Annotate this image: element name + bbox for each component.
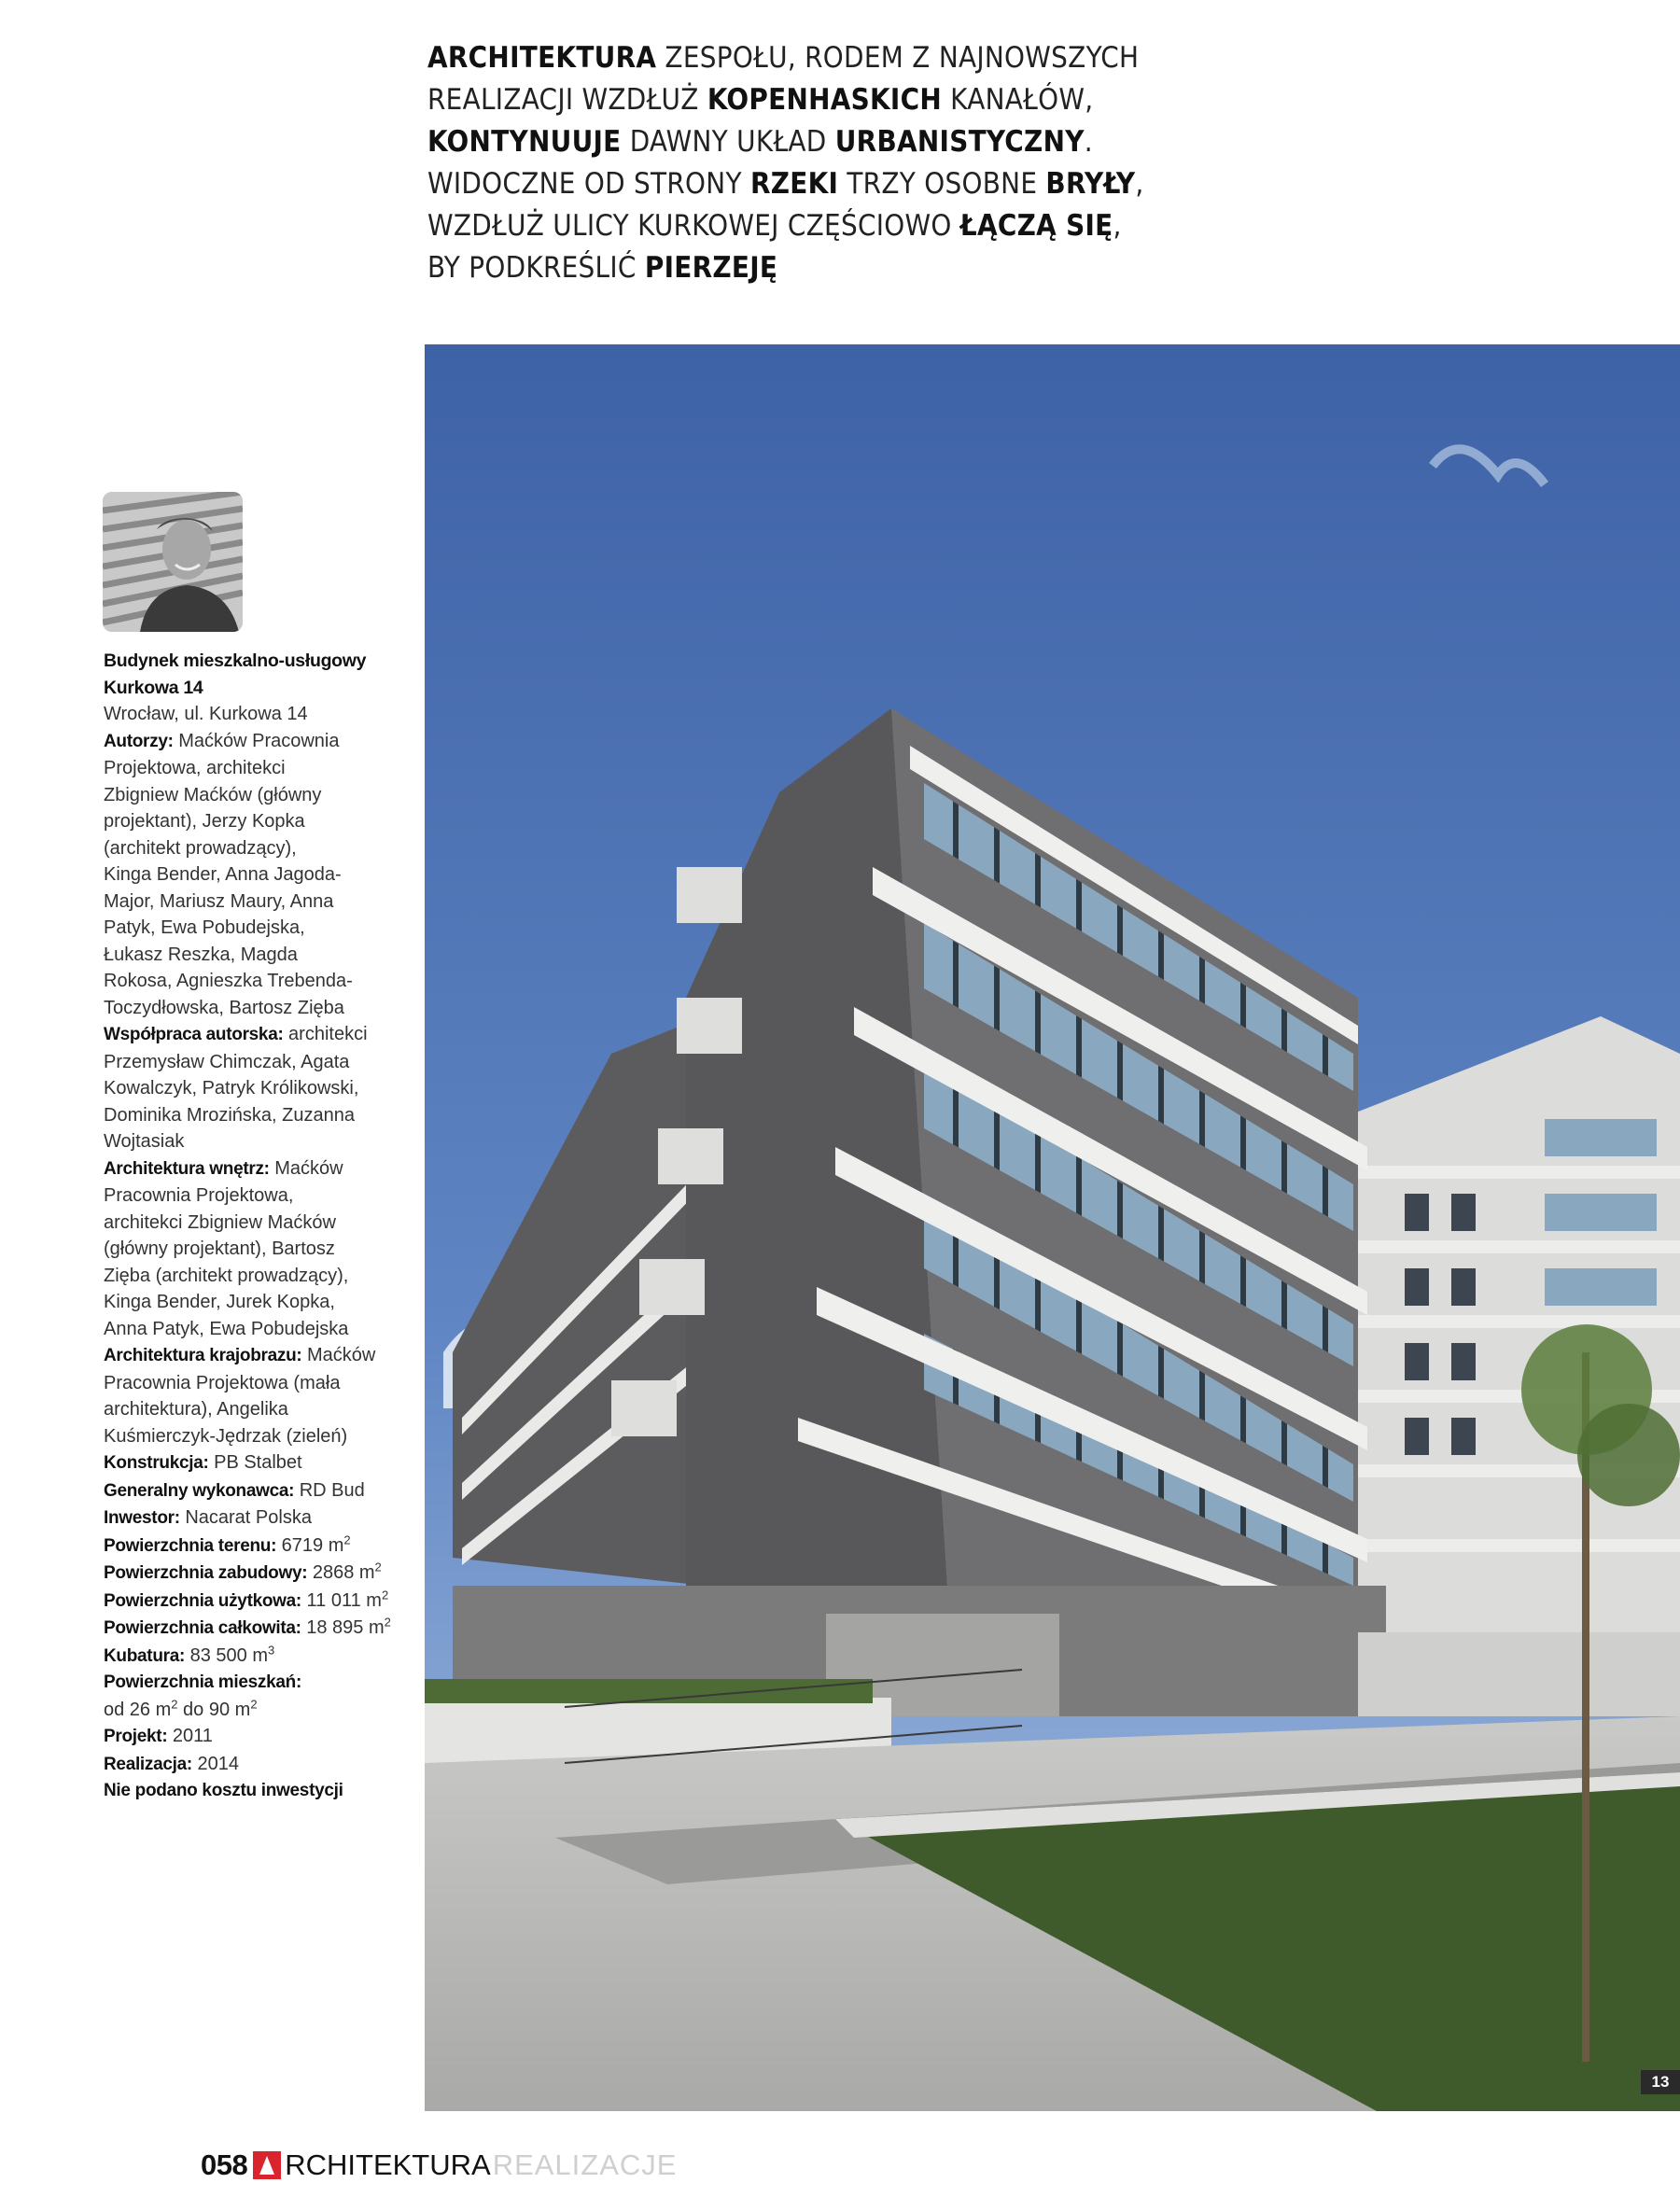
authors-text: (architekt prowadzący), <box>104 837 297 859</box>
landscape-line <box>104 1423 402 1450</box>
quote-line <box>427 37 1140 79</box>
quote-text: . <box>1084 125 1093 159</box>
landscape-text: Kuśmierczyk-Jędrzak (zieleń) <box>104 1425 348 1447</box>
authors-line <box>104 861 402 889</box>
authors-line <box>104 808 402 835</box>
coop-line <box>104 1075 402 1102</box>
authors-line <box>104 782 402 809</box>
interior-line <box>104 1263 402 1290</box>
authors-text: Maćków Pracownia <box>173 730 340 751</box>
authors-text: Kinga Bender, Anna Jagoda- <box>104 864 342 885</box>
magazine-name: RCHITEKTURA <box>285 2148 491 2181</box>
interior-text: architekci Zbigniew Maćków <box>104 1211 336 1233</box>
quote-emphasis: ŁĄCZĄ SIĘ <box>959 209 1113 243</box>
coop-line <box>104 1128 402 1155</box>
apartments-label: Powierzchnia mieszkań: <box>104 1672 301 1692</box>
authors-text: Projektowa, architekci <box>104 758 286 778</box>
quote-text: WZDŁUŻ ULICY KURKOWEJ CZĘŚCIOWO <box>427 209 960 243</box>
coop-text: architekci <box>283 1024 368 1044</box>
authors-line <box>104 728 402 756</box>
apartments-value: od 26 $m^2$ do 90 $m^2$ <box>104 1696 258 1720</box>
interior-text: Kinga Bender, Jurek Kopka, <box>104 1292 335 1312</box>
authors-text: projektant), Jerzy Kopka <box>104 811 305 832</box>
coop-text: Wojtasiak <box>104 1131 185 1152</box>
magazine-logo-icon <box>253 2151 281 2179</box>
quote-text: DAWNY UKŁAD <box>621 125 835 159</box>
project-address: Wrocław, ul. Kurkowa 14 <box>104 704 308 724</box>
interior-line <box>104 1316 402 1343</box>
authors-text: Łukasz Reszka, Magda <box>104 944 298 965</box>
landscape-line <box>104 1370 402 1397</box>
interior-line <box>104 1210 402 1237</box>
authors-line <box>104 968 402 995</box>
interior-text: Anna Patyk, Ewa Pobudejska <box>104 1318 349 1339</box>
volume-row: Kubatura: 83 500 $m^3$ <box>104 1642 275 1666</box>
quote-emphasis: KOPENHASKICH <box>707 83 942 117</box>
quote-line <box>427 79 1137 121</box>
landscape-line <box>104 1396 402 1423</box>
interior-text: Zięba (architekt prowadzący), <box>104 1265 349 1286</box>
interior-line <box>104 1155 402 1183</box>
authors-text: Rokosa, Agnieszka Trebenda- <box>104 971 353 991</box>
authors-label: Autorzy: <box>104 731 174 751</box>
structure-row: Konstrukcja: PB Stalbet <box>104 1452 302 1473</box>
authors-text: Patyk, Ewa Pobudejska, <box>104 917 305 938</box>
coop-label: Współpraca autorska: <box>104 1025 284 1044</box>
project-info <box>104 648 402 1805</box>
quote-line <box>427 121 1137 163</box>
interior-label: Architektura wnętrz: <box>104 1158 270 1179</box>
quote-emphasis: ARCHITEKTURA <box>427 41 657 75</box>
interior-line <box>104 1236 402 1263</box>
built-area-row: Powierzchnia zabudowy: 2868 $m^2$ <box>104 1560 382 1583</box>
landscape-block <box>104 1342 402 1449</box>
quote-text: , <box>1113 209 1122 243</box>
authors-text: Major, Mariusz Maury, Anna <box>104 890 334 912</box>
page-number: 058 <box>201 2148 248 2181</box>
coop-text: Dominika Mrozińska, Zuzanna <box>104 1104 355 1126</box>
quote-text: ZESPOŁU, RODEM Z NAJNOWSZYCH <box>656 41 1140 75</box>
project-title-2: Kurkowa 14 <box>104 677 203 698</box>
coop-line <box>104 1021 402 1049</box>
contractor-row: Generalny wykonawca: RD Bud <box>104 1479 365 1501</box>
quote-emphasis: PIERZEJĘ <box>644 251 778 285</box>
quote-text: , <box>1135 167 1144 201</box>
coop-text: Przemysław Chimczak, Agata <box>104 1051 350 1072</box>
quote-emphasis: RZEKI <box>749 167 839 201</box>
interior-text: (główny projektant), Bartosz <box>104 1238 335 1259</box>
investor-row: Inwestor: Nacarat Polska <box>104 1507 312 1528</box>
authors-line <box>104 755 402 782</box>
quote-emphasis: URBANISTYCZNY <box>834 125 1085 159</box>
authors-text: Toczydłowska, Bartosz Zięba <box>104 997 344 1018</box>
quote-line <box>427 205 1137 247</box>
building-photo <box>425 344 1680 2111</box>
landscape-text: Maćków <box>301 1345 376 1365</box>
coop-text: Kowalczyk, Patryk Królikowski, <box>104 1078 359 1099</box>
authors-text: Zbigniew Maćków (główny <box>104 784 322 805</box>
quote-line <box>427 163 1144 205</box>
usable-area-row: Powierzchnia użytkowa: 11 011 $m^2$ <box>104 1587 389 1611</box>
authors-line <box>104 835 402 862</box>
interior-text: Pracownia Projektowa, <box>104 1185 294 1206</box>
interior-line <box>104 1289 402 1316</box>
author-portrait <box>103 492 243 632</box>
interior-block <box>104 1155 402 1343</box>
authors-line <box>104 942 402 969</box>
portrait-image <box>103 492 243 632</box>
interior-line <box>104 1182 402 1210</box>
authors-line <box>104 889 402 916</box>
quote-text: TRZY OSOBNE <box>838 167 1046 201</box>
project-year-row: Projekt: 2011 <box>104 1726 213 1746</box>
interior-text: Maćków <box>269 1157 343 1179</box>
quote-line <box>427 247 1137 289</box>
quote-text: WIDOCZNE OD STRONY <box>427 167 750 201</box>
photo-page-badge: 13 <box>1641 2070 1680 2094</box>
landscape-text: Pracownia Projektowa (mała <box>104 1372 341 1393</box>
cooperation-block <box>104 1021 402 1155</box>
project-title: Budynek mieszkalno-usługowy <box>104 651 367 671</box>
section-name: REALIZACJE <box>492 2148 678 2181</box>
total-area-row: Powierzchnia całkowita: 18 895 $m^2$ <box>104 1615 391 1638</box>
cost-note: Nie podano kosztu inwestycji <box>104 1781 343 1800</box>
coop-line <box>104 1049 402 1076</box>
building-illustration <box>425 344 1680 2111</box>
authors-block <box>104 728 402 1022</box>
authors-line <box>104 915 402 942</box>
page-footer <box>201 2147 677 2184</box>
quote-emphasis: BRYŁY <box>1045 167 1136 201</box>
pull-quote <box>427 37 1144 289</box>
site-area-row: Powierzchnia terenu: 6719 $m^2$ <box>104 1532 351 1556</box>
landscape-label: Architektura krajobrazu: <box>104 1346 302 1365</box>
quote-text: REALIZACJI WZDŁUŻ <box>427 83 707 117</box>
coop-line <box>104 1102 402 1129</box>
quote-emphasis: KONTYNUUJE <box>427 125 622 159</box>
quote-text: KANAŁÓW, <box>942 83 1094 117</box>
authors-line <box>104 995 402 1022</box>
landscape-text: architektura), Angelika <box>104 1399 288 1420</box>
landscape-line <box>104 1342 402 1370</box>
realization-year-row: Realizacja: 2014 <box>104 1753 239 1774</box>
quote-text: BY PODKREŚLIĆ <box>427 251 645 285</box>
